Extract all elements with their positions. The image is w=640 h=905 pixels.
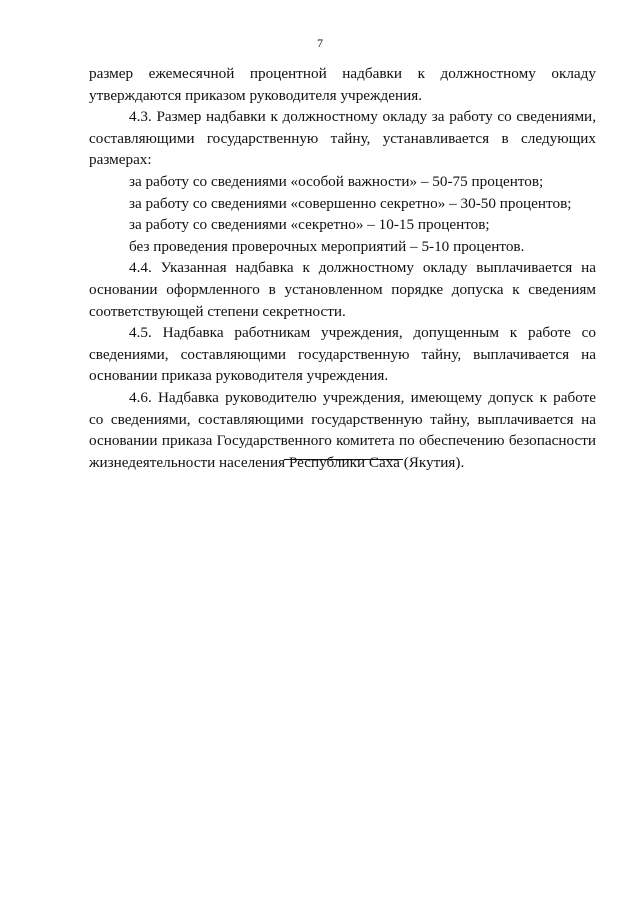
paragraph-4-3: 4.3. Размер надбавки к должностному окладу за работу со сведениями, составляющими государственную тайну, устанавливается в следующих размерах: <box>89 108 596 169</box>
list-item: без проведения проверочных мероприятий – 5-10 процентов. <box>129 237 525 255</box>
page-number: 7 <box>317 36 323 50</box>
paragraph-intro: размер ежемесячной процентной надбавки к должностному окладу утверждаются приказом руководителя учреждения. <box>89 65 596 104</box>
list-item: за работу со сведениями «секретно» – 10-15 процентов; <box>129 216 490 234</box>
list-item: за работу со сведениями «совершенно секретно» – 30-50 процентов; <box>129 194 572 212</box>
paragraph-4-4: 4.4. Указанная надбавка к должностному окладу выплачивается на основании оформленного в установленном порядке допуска к сведениям соответствующей степени секретности. <box>89 259 596 320</box>
paragraph-4-6: 4.6. Надбавка руководителю учреждения, имеющему допуск к работе со сведениями, составляющими государственную тайну, выплачивается на основании приказа Государственного комитета по обеспечению безопасности жизнедеятельности населения Республики Саха (Якутия). <box>89 388 596 471</box>
list-item: за работу со сведениями «особой важности» – 50-75 процентов; <box>129 172 544 190</box>
document-body <box>89 63 596 473</box>
end-divider <box>284 459 403 460</box>
paragraph-4-5: 4.5. Надбавка работникам учреждения, допущенным к работе со сведениями, составляющими государственную тайну, выплачивается на основании приказа руководителя учреждения. <box>89 324 596 385</box>
